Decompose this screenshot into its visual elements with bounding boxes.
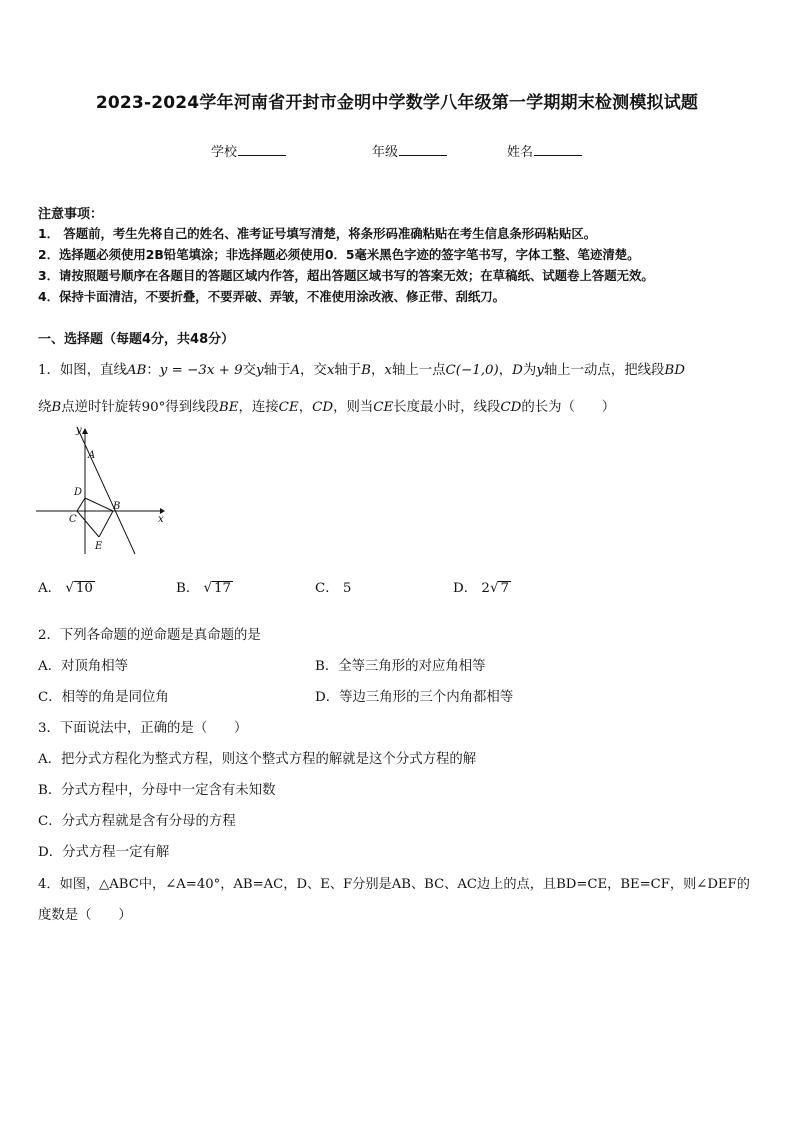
grade-field[interactable] [372,141,447,160]
q1-option-d[interactable]: D． 2√ 7 [453,581,510,596]
fig-label-d: D [74,487,83,498]
q2-option-b[interactable]: B．全等三角形的对应角相等 [315,659,486,674]
school-label: 学校 [211,145,238,160]
q4-line1: 4．如图，△ABC中，∠A=40°，AB=AC，D、E、F分别是AB、BC、AC边上的点，且BD=CE，BE=CF，则∠DEF的 [38,877,750,892]
name-label: 姓名 [507,145,534,160]
q1-line1: 1．如图，直线AB：y = −3x + 9交y轴于A，交x轴于B，x轴上一点C(−1,0)，D为y轴上一动点，把线段BD [38,363,685,378]
name-blank[interactable] [534,143,582,156]
notice-item-1: 1． 答题前，考生先将自己的姓名、准考证号填写清楚，将条形码准确粘贴在考生信息条形码粘贴区。 [38,226,597,241]
q3-stem: 3．下面说法中，正确的是（ ） [38,721,248,736]
q3-option-d[interactable]: D．分式方程一定有解 [38,845,170,860]
q2-option-c[interactable]: C．相等的角是同位角 [38,690,169,705]
fig-label-a: A [88,450,96,461]
y-axis-arrow [82,428,88,434]
notice-item-4: 4．保持卡面清洁，不要折叠，不要弄破、弄皱，不准使用涂改液、修正带、刮纸刀。 [38,289,506,304]
page-title: 2023-2024学年河南省开封市金明中学数学八年级第一学期期末检测模拟试题 [95,93,699,113]
q1-option-b[interactable]: B． √ 17 [176,581,232,596]
segment-ce [77,511,99,537]
fig-label-y: y [76,425,82,436]
q4-line2: 度数是（ ） [38,908,132,923]
q2-option-d[interactable]: D．等边三角形的三个内角都相等 [315,690,514,705]
q1-option-c[interactable]: C． 5 [315,581,352,596]
q1-line2: 绕B点逆时针旋转90°得到线段BE，连接CE，CD，则当CE长度最小时，线段CD的长为（ ） [38,400,616,415]
q1-option-a[interactable]: A． √ 10 [38,581,93,596]
fig-label-b: B [113,501,121,512]
fig-label-x: x [158,514,164,525]
section-heading: 一、选择题（每题4分，共48分） [38,332,235,347]
fig-label-e: E [95,541,103,552]
q2-option-a[interactable]: A．对顶角相等 [38,659,129,674]
grade-label: 年级 [372,145,399,160]
school-blank[interactable] [238,143,286,156]
fig-label-c: C [69,514,77,525]
school-field[interactable] [211,141,286,160]
notice-item-3: 3．请按照题号顺序在各题目的答题区域内作答，超出答题区域书写的答案无效；在草稿纸、试题卷上答题无效。 [38,268,654,283]
q3-option-b[interactable]: B．分式方程中，分母中一定含有未知数 [38,783,276,798]
notice-item-2: 2．选择题必须使用2B铅笔填涂；非选择题必须使用0．5毫米黑色字迹的签字笔书写，字体工整、笔迹清楚。 [38,247,640,262]
notice-heading: 注意事项： [38,207,104,222]
q2-stem: 2．下列各命题的逆命题是真命题的是 [38,628,261,643]
q3-option-c[interactable]: C．分式方程就是含有分母的方程 [38,814,236,829]
q3-option-a[interactable]: A．把分式方程化为整式方程，则这个整式方程的解就是这个分式方程的解 [38,752,477,767]
segment-cd [77,498,85,511]
segment-be [99,511,113,537]
name-field[interactable] [507,141,582,160]
grade-blank[interactable] [399,143,447,156]
q1-figure [36,424,166,558]
line-ab [77,427,135,554]
segment-bd [85,498,113,511]
